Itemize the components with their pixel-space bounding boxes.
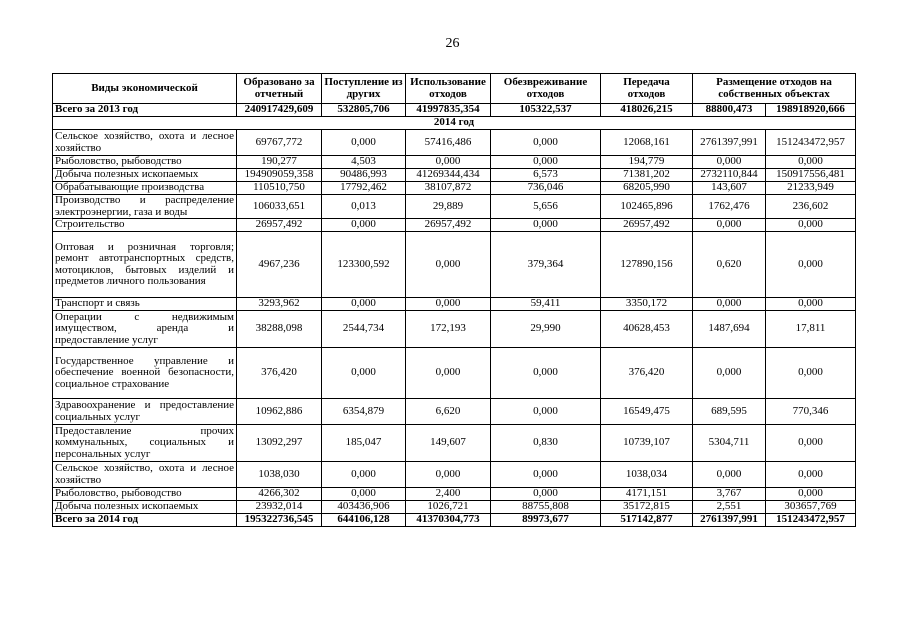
total-value: 418026,215 [601,104,693,117]
year-row [53,117,856,130]
header-transfer: Передача отходов [601,74,693,104]
row-value: 29,990 [491,311,601,348]
row-value: 16549,475 [601,399,693,425]
row-label: Предоставление прочих коммунальных, социальных и персональных услуг [53,425,237,462]
row-value: 149,607 [406,425,491,462]
total-value: 240917429,609 [237,104,322,117]
table-row [53,232,856,298]
row-value: 102465,896 [601,195,693,219]
row-value: 38107,872 [406,182,491,195]
row-value: 0,000 [766,232,856,298]
row-value: 2544,734 [322,311,406,348]
row-value: 194,779 [601,156,693,169]
row-value: 3,767 [693,488,766,501]
row-value: 0,000 [406,462,491,488]
row-value: 0,000 [491,488,601,501]
row-value: 0,000 [322,462,406,488]
total-value: 517142,877 [601,514,693,527]
table-row [53,311,856,348]
row-value: 4171,151 [601,488,693,501]
header-used: Использование отходов [406,74,491,104]
row-value: 0,000 [491,399,601,425]
row-value: 236,602 [766,195,856,219]
total-2013-row [53,104,856,117]
row-value: 0,000 [766,348,856,399]
row-value: 0,000 [766,156,856,169]
total-value: 41997835,354 [406,104,491,117]
row-value: 0,000 [406,232,491,298]
row-value: 0,000 [491,462,601,488]
row-value: 151243472,957 [766,130,856,156]
row-value: 5,656 [491,195,601,219]
row-label: Добыча полезных ископаемых [53,169,237,182]
row-value: 17,811 [766,311,856,348]
total-value: 198918920,666 [766,104,856,117]
total-label: Всего за 2013 год [53,104,237,117]
header-placement: Размещение отходов на собственных объектах [693,74,856,104]
table-row [53,169,856,182]
table-row [53,399,856,425]
row-value: 185,047 [322,425,406,462]
row-value: 376,420 [237,348,322,399]
row-value: 0,830 [491,425,601,462]
row-value: 40628,453 [601,311,693,348]
row-value: 0,000 [766,462,856,488]
page-number: 26 [445,36,460,51]
waste-statistics-table [52,73,856,527]
row-value: 0,000 [491,156,601,169]
row-value: 4967,236 [237,232,322,298]
header-formed: Образовано за отчетный [237,74,322,104]
row-value: 29,889 [406,195,491,219]
row-value: 4266,302 [237,488,322,501]
total-2014-row [53,514,856,527]
row-value: 0,000 [322,219,406,232]
row-label: Государственное управление и обеспечение военной безопасности, социальное страхование [53,348,237,399]
row-value: 0,000 [322,130,406,156]
row-value: 2732110,844 [693,169,766,182]
row-label: Обрабатывающие производства [53,182,237,195]
row-label: Транспорт и связь [53,298,237,311]
row-value: 88755,808 [491,501,601,514]
row-value: 90486,993 [322,169,406,182]
header-row [53,74,856,104]
row-value: 0,000 [693,462,766,488]
row-value: 0,000 [322,488,406,501]
row-value: 0,000 [693,156,766,169]
row-value: 403436,906 [322,501,406,514]
row-value: 0,000 [491,130,601,156]
row-value: 41269344,434 [406,169,491,182]
row-value: 0,000 [491,348,601,399]
row-label: Операции с недвижимым имуществом, аренда и предоставление услуг [53,311,237,348]
row-value: 10962,886 [237,399,322,425]
row-value: 0,013 [322,195,406,219]
row-label: Здравоохранение и предоставление социальных услуг [53,399,237,425]
row-value: 0,000 [693,219,766,232]
total-label: Всего за 2014 год [53,514,237,527]
table-row [53,425,856,462]
row-value: 2761397,991 [693,130,766,156]
row-value: 3293,962 [237,298,322,311]
row-value: 123300,592 [322,232,406,298]
row-value: 1762,476 [693,195,766,219]
table-row [53,488,856,501]
row-value: 0,000 [693,348,766,399]
row-value: 106033,651 [237,195,322,219]
row-value: 26957,492 [601,219,693,232]
row-value: 26957,492 [237,219,322,232]
row-label: Строительство [53,219,237,232]
row-value: 57416,486 [406,130,491,156]
row-value: 10739,107 [601,425,693,462]
row-value: 770,346 [766,399,856,425]
table-row [53,462,856,488]
row-value: 150917556,481 [766,169,856,182]
total-value: 41370304,773 [406,514,491,527]
table-body [53,104,856,527]
row-value: 379,364 [491,232,601,298]
row-value: 0,000 [766,425,856,462]
row-label: Производство и распределение электроэнергии, газа и воды [53,195,237,219]
row-value: 143,607 [693,182,766,195]
row-value: 23932,014 [237,501,322,514]
row-value: 110510,750 [237,182,322,195]
table-row [53,501,856,514]
total-value: 105322,537 [491,104,601,117]
row-value: 38288,098 [237,311,322,348]
row-value: 21233,949 [766,182,856,195]
row-label: Рыболовство, рыбоводство [53,156,237,169]
row-value: 12068,161 [601,130,693,156]
row-value: 17792,462 [322,182,406,195]
row-value: 0,000 [406,156,491,169]
row-value: 26957,492 [406,219,491,232]
row-value: 0,000 [491,219,601,232]
header-neutralized: Обезвреживание отходов [491,74,601,104]
table-row [53,219,856,232]
row-value: 3350,172 [601,298,693,311]
total-value: 644106,128 [322,514,406,527]
row-value: 0,000 [766,488,856,501]
row-value: 68205,990 [601,182,693,195]
row-value: 127890,156 [601,232,693,298]
row-value: 4,503 [322,156,406,169]
table-row [53,195,856,219]
row-label: Добыча полезных ископаемых [53,501,237,514]
table-row [53,182,856,195]
total-value: 89973,677 [491,514,601,527]
row-value: 71381,202 [601,169,693,182]
table-row [53,130,856,156]
row-value: 736,046 [491,182,601,195]
row-value: 689,595 [693,399,766,425]
table-row [53,298,856,311]
row-value: 0,000 [322,348,406,399]
row-value: 190,277 [237,156,322,169]
row-value: 376,420 [601,348,693,399]
row-value: 1038,034 [601,462,693,488]
row-label: Сельское хозяйство, охота и лесное хозяйство [53,462,237,488]
table-row [53,156,856,169]
header-kind: Виды экономической [53,74,237,104]
total-value: 2761397,991 [693,514,766,527]
row-value: 5304,711 [693,425,766,462]
row-label: Рыболовство, рыбоводство [53,488,237,501]
row-value: 1026,721 [406,501,491,514]
total-value: 195322736,545 [237,514,322,527]
row-value: 1038,030 [237,462,322,488]
row-value: 6,573 [491,169,601,182]
row-value: 194909059,358 [237,169,322,182]
row-value: 59,411 [491,298,601,311]
row-value: 6,620 [406,399,491,425]
row-value: 172,193 [406,311,491,348]
row-value: 0,000 [693,298,766,311]
row-value: 2,551 [693,501,766,514]
row-value: 0,000 [766,219,856,232]
row-value: 6354,879 [322,399,406,425]
row-value: 0,000 [322,298,406,311]
table-row [53,348,856,399]
header-received: Поступление из других [322,74,406,104]
row-value: 35172,815 [601,501,693,514]
row-value: 303657,769 [766,501,856,514]
total-value: 88800,473 [693,104,766,117]
row-value: 0,000 [406,298,491,311]
row-label: Оптовая и розничная торговля; ремонт автотранспортных средств, мотоциклов, бытовых изделий и предметов личного пользования [53,232,237,298]
total-value: 532805,706 [322,104,406,117]
year-label: 2014 год [53,117,856,130]
row-value: 0,000 [406,348,491,399]
row-value: 0,000 [766,298,856,311]
row-value: 1487,694 [693,311,766,348]
row-value: 0,620 [693,232,766,298]
row-value: 13092,297 [237,425,322,462]
row-value: 69767,772 [237,130,322,156]
row-label: Сельское хозяйство, охота и лесное хозяйство [53,130,237,156]
total-value: 151243472,957 [766,514,856,527]
row-value: 2,400 [406,488,491,501]
